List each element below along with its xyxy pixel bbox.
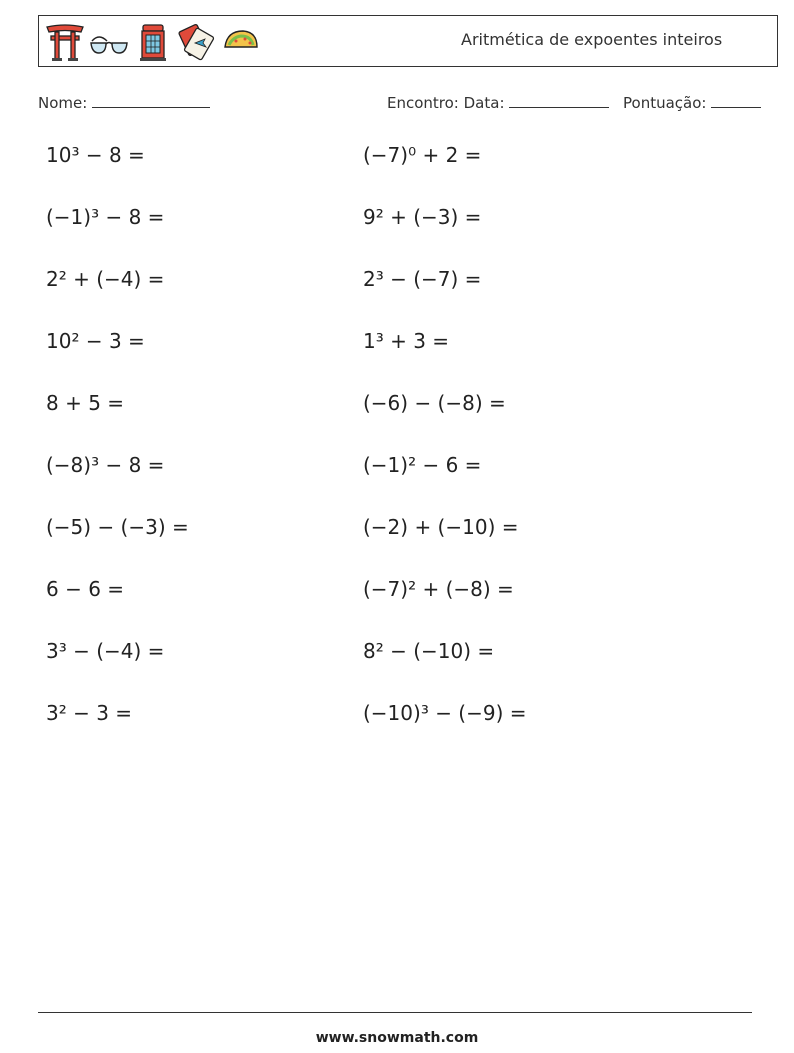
problem-item: (−7)² + (−8) = bbox=[363, 577, 514, 601]
name-blank[interactable] bbox=[92, 93, 210, 108]
date-blank[interactable] bbox=[509, 93, 609, 108]
encounter-date-label: Encontro: Data: bbox=[387, 94, 505, 112]
problem-item: (−7)⁰ + 2 = bbox=[363, 143, 482, 167]
footer-url[interactable]: www.snowmath.com bbox=[315, 1030, 479, 1046]
problem-item: (−10)³ − (−9) = bbox=[363, 701, 527, 725]
phone-booth-icon bbox=[133, 21, 173, 63]
name-field bbox=[38, 93, 210, 112]
problem-item: 3² − 3 = bbox=[46, 701, 133, 725]
problem-item: (−6) − (−8) = bbox=[363, 391, 506, 415]
problem-item: (−1)² − 6 = bbox=[363, 453, 482, 477]
problem-item: 10² − 3 = bbox=[46, 329, 145, 353]
score-field bbox=[623, 93, 761, 112]
problem-item: 6 − 6 = bbox=[46, 577, 125, 601]
score-blank[interactable] bbox=[711, 93, 761, 108]
problem-column-right bbox=[363, 143, 527, 763]
header-box bbox=[38, 15, 778, 67]
name-label: Nome: bbox=[38, 94, 88, 112]
problem-column-left bbox=[46, 143, 189, 763]
problem-item: 8² − (−10) = bbox=[363, 639, 495, 663]
problem-item: 2³ − (−7) = bbox=[363, 267, 482, 291]
sunglasses-icon bbox=[89, 21, 129, 63]
worksheet-title: Aritmética de expoentes inteiros bbox=[461, 30, 723, 49]
taco-icon bbox=[221, 21, 261, 63]
problem-item: (−8)³ − 8 = bbox=[46, 453, 165, 477]
problem-item: 3³ − (−4) = bbox=[46, 639, 165, 663]
problem-item: 8 + 5 = bbox=[46, 391, 125, 415]
problem-item: 10³ − 8 = bbox=[46, 143, 145, 167]
problem-item: (−5) − (−3) = bbox=[46, 515, 189, 539]
plane-tickets-icon bbox=[177, 21, 217, 63]
footer-divider bbox=[38, 1012, 752, 1013]
date-field bbox=[387, 93, 609, 112]
score-label: Pontuação: bbox=[623, 94, 707, 112]
problem-item: 9² + (−3) = bbox=[363, 205, 482, 229]
problem-item: (−1)³ − 8 = bbox=[46, 205, 165, 229]
torii-gate-icon bbox=[45, 21, 85, 63]
problem-item: 2² + (−4) = bbox=[46, 267, 165, 291]
problem-item: (−2) + (−10) = bbox=[363, 515, 519, 539]
problem-item: 1³ + 3 = bbox=[363, 329, 450, 353]
icon-strip bbox=[45, 21, 261, 63]
